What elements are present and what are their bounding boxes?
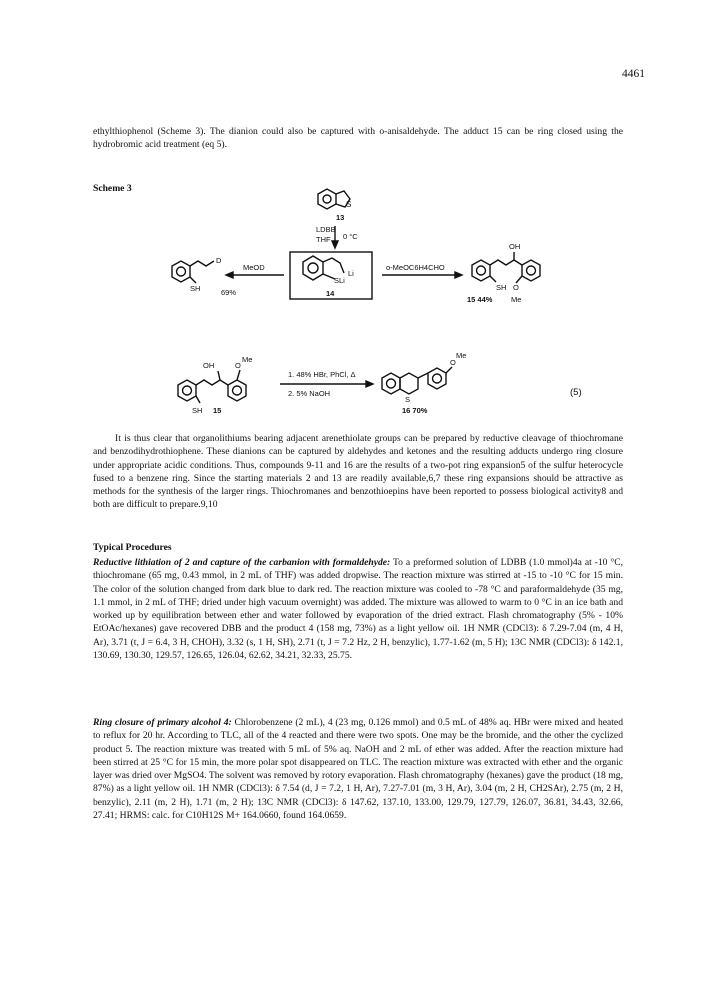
intro-paragraph: ethylthiophenol (Scheme 3). The dianion could also be captured with o-anisaldehyde. The adduct 15 can be ring closed using the hydrobromic acid treatment (eq 5). [93,126,623,151]
scheme-label: Scheme 3 [93,183,132,194]
procedure-2-title: Ring closure of primary alcohol 4: [93,717,232,728]
procedure-2-body: Chlorobenzene (2 mL), 4 (23 mg, 0.126 mmol) and 0.5 mL of 48% aq. HBr were mixed and heated to reflux for 20 hr. According to TLC, all of the 4 reacted and there were two spots. One may be the bromide, and the other the cyclized product 5. The reaction mixture was treated with 5 mL of 5% aq. NaOH and 2 mL of ether was added. After the reaction mixture had been stirred at 25 °C for 15 min, the more polar spot disappeared on TLC. The reaction mixture was extracted with ether and the organic layer was dried over MgSO4. The solvent was removed by rotory evaporation. Flash chromatography (hexanes) gave the product (18 mg, 87%) as a light yellow oil. 1H NMR (CDCl3): δ 7.54 (d, J = 7.2, 1 H, Ar), 7.27-7.01 (m, 3 H, Ar), 3.04 (m, 2 H, CH2SAr), 2.75 (m, 2 H, benzylic), 2.11 (m, 2 H), 1.71 (m, 2 H); 13C NMR (CDCl3): δ 147.62, 137.10, 133.00, 129.79, 127.79, 126.07, 36.81, 34.43, 32.66, 27.41; HRMS: calc. for C10H12S M+ 164.0660, found 164.0659. [93,717,623,822]
eq-step2: 2. 5% NaOH [288,389,331,398]
right-o: O [513,283,519,292]
right-reagent: o-MeOC6H4CHO [386,263,445,272]
procedure-1-body: To a preformed solution of LDBB (1.0 mmol)4a at -10 °C, thiochromane (65 mg, 0.43 mmol, in 2 mL of THF) was added dropwise. The reaction mixture was stirred at -15 to -10 °C for 15 min. The color of the solution changed from dark blue to dark red. The reaction mixture was cooled to -78 °C and paraformaldehyde (35 mg, 1.1 mmol, in 2 mL of THF; dried under high vacuum overnight) was added. The mixture was allowed to warm to 0 °C in an ice bath and worked up by equilibration between ether and water followed by evaporation of the dried extract. Flash chromatography (5% - 10% EtOAc/hexanes) gave recovered DBB and the product 4 (158 mg, 73%) as a light yellow oil. 1H NMR (CDCl3): δ 7.29-7.04 (m, 4 H, Ar), 3.71 (t, J = 6.4, 3 H, CHOH), 3.32 (s, 1 H, SH), 2.71 (t, J = 7.2 Hz, 2 H, benzylic), 1.77-1.62 (m, 5 H); 13C NMR (CDCl3): δ 142.1, 130.69, 130.30, 129.57, 126.65, 126.04, 62.62, 34.21, 32.33, 25.75. [93,557,623,662]
procedure-2 [93,716,623,822]
eq-product-o: O [450,358,456,367]
reagent-thf: THF [316,235,331,244]
cpd14-label: 14 [326,289,335,298]
eq-sh: SH [192,406,203,415]
cpd13-label: 13 [336,213,345,222]
scheme-3-diagram [0,0,711,440]
reagent-temp: 0 °C [343,232,358,241]
eq-product-structure [382,367,452,394]
page-number: 4461 [622,68,645,80]
discussion-text: It is thus clear that organolithiums bearing adjacent arenethiolate groups can be prepared by reductive cleavage of thiochromane and benzodihydrothiophene. These dianions can be captured by aldehydes and ketones and the resulting adducts undergo ring closure under appropriate acidic conditions. Thus, compounds 9-11 and 16 are the results of a two-pot ring expansion5 of the sulfur heterocycle fused to a benzene ring. Since the starting materials 2 and 13 are readily available,6,7 these ring expansions should be attractive as methods for the synthesis of the larger rings. Thiochromanes and benzothioepins have been reported to possess biological activity8 and both are difficult to prepare.9,10 [93,433,623,511]
procedure-1 [93,556,623,662]
eq-product-s: S [405,395,411,404]
left-product-structure [172,261,214,283]
left-sh: SH [190,284,201,293]
right-sh: SH [496,283,507,292]
left-reagent: MeOD [243,263,265,272]
reagent-ldbb: LDBB [316,225,336,234]
cpd14-sli: SLi [334,276,345,285]
cpd13-s-label: S [346,200,352,209]
procedures-heading: Typical Procedures [93,542,172,553]
right-product-structure [472,252,540,283]
eq-step1: 1. 48% HBr, PhCl, Δ [288,370,356,379]
left-yield: 69% [221,288,237,297]
eq-product-yield: 16 70% [402,406,428,415]
procedure-1-title: Reductive lithiation of 2 and capture of the carbanion with formaldehyde: [93,557,391,568]
eq-reactant-structure [178,370,246,403]
eq-product-me: Me [456,351,467,360]
eq-o: O [235,361,241,370]
equation-number: (5) [570,387,582,398]
left-d: D [216,256,222,265]
right-oh: OH [509,242,521,251]
right-me: Me [511,295,522,304]
cpd14-li: Li [348,269,354,278]
eq-me: Me [242,355,253,364]
discussion-paragraph [93,432,623,512]
eq-cpd15: 15 [213,406,222,415]
eq-oh: OH [203,361,215,370]
right-yield: 15 44% [467,295,493,304]
